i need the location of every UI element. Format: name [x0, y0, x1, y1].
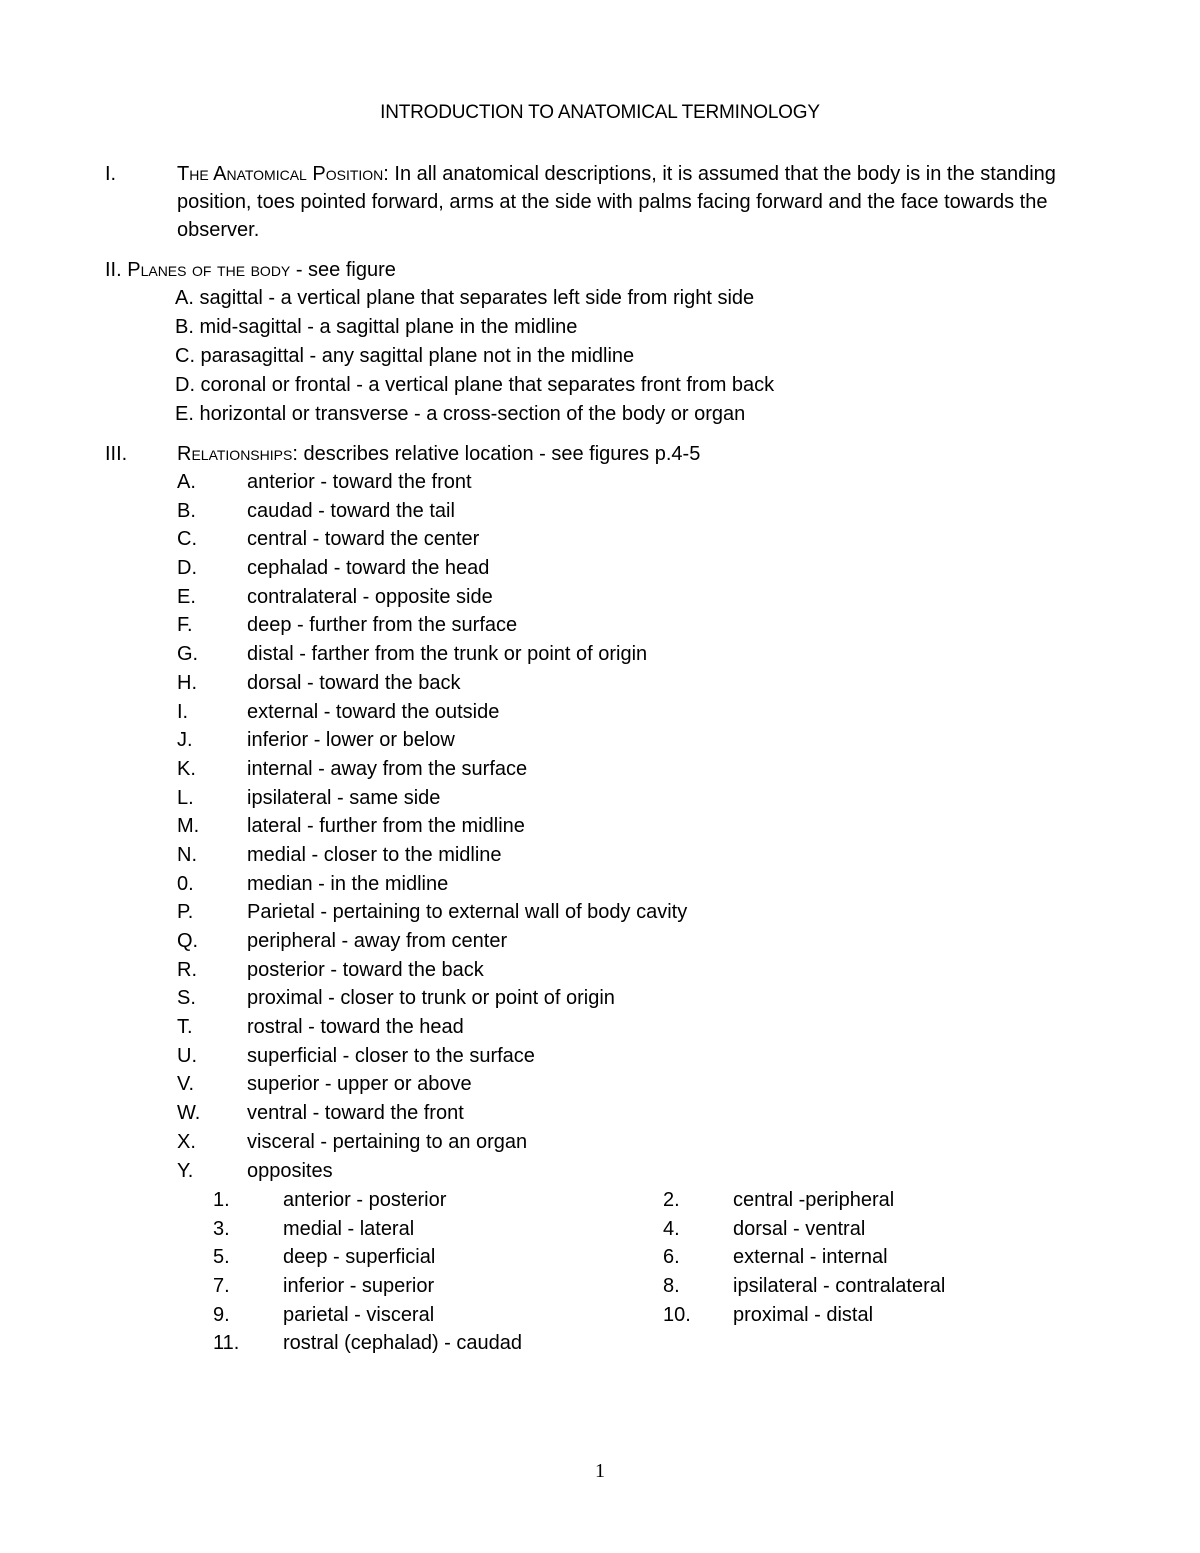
opposite-pair: rostral (cephalad) - caudad [283, 1332, 523, 1355]
list-item-text: visceral - pertaining to an organ [247, 1130, 528, 1153]
section-number: III. [105, 443, 128, 465]
list-item-text: opposites [247, 1159, 333, 1182]
opposite-pair: deep - superficial [283, 1246, 436, 1269]
section-heading-row [105, 440, 1065, 468]
list-item-text: superficial - closer to the surface [247, 1044, 535, 1067]
list-item-text: Parietal - pertaining to external wall of body cavity [247, 901, 688, 924]
list-item [105, 755, 1065, 784]
list-item-text: dorsal - toward the back [247, 671, 461, 694]
list-item [105, 984, 1065, 1013]
list-item-text: deep - further from the surface [247, 614, 518, 637]
list-item [105, 497, 1065, 526]
section-relationships [105, 440, 1065, 1185]
list-item [105, 669, 1065, 698]
list-item [105, 554, 1065, 583]
opposite-pair: central -peripheral [733, 1189, 895, 1211]
list-item [105, 1042, 1065, 1071]
list-item-text: medial - closer to the midline [247, 843, 502, 866]
list-item [105, 583, 1065, 612]
opposite-pair: inferior - superior [283, 1275, 435, 1298]
list-item-letter: N. [177, 843, 197, 866]
list-item-text: internal - away from the surface [247, 757, 528, 780]
list-item [105, 698, 1065, 727]
opposites-row [105, 1215, 1065, 1244]
list-item-text: proximal - closer to trunk or point of origin [247, 987, 615, 1010]
section-anatomical-position [105, 160, 1065, 244]
list-item-text: lateral - further from the midline [247, 815, 525, 838]
opposite-number: 2. [663, 1189, 680, 1211]
opposite-pair: proximal - distal [733, 1303, 874, 1326]
list-item-letter: Q. [177, 930, 199, 952]
list-item-letter: Y. [177, 1159, 194, 1182]
list-item [105, 898, 1065, 927]
section-heading-suffix: - see figure [290, 259, 396, 281]
opposite-number: 3. [213, 1217, 230, 1240]
opposites-row [105, 1272, 1065, 1301]
list-item-letter: A. [177, 471, 196, 493]
list-item-letter: B. [177, 499, 196, 522]
list-item: E. horizontal or transverse - a cross-section of the body or organ [175, 403, 746, 425]
opposite-pair: ipsilateral - contralateral [733, 1275, 946, 1298]
list-item-letter: I. [177, 700, 189, 723]
list-item [105, 927, 1065, 956]
list-item-text: ventral - toward the front [247, 1102, 464, 1125]
list-item [105, 841, 1065, 870]
section-heading: Planes of the body [127, 259, 291, 281]
section-heading: The Anatomical Position: [177, 163, 389, 185]
list-item: D. coronal or frontal - a vertical plane that separates front from back [175, 374, 775, 396]
list-item [105, 956, 1065, 985]
section-heading-row [105, 256, 1065, 284]
list-item [105, 468, 1065, 497]
section-number: I. [105, 163, 117, 185]
list-item-text: median - in the midline [247, 872, 449, 895]
list-item-text: caudad - toward the tail [247, 499, 455, 522]
opposite-number: 11. [213, 1332, 240, 1355]
opposite-number: 8. [663, 1275, 680, 1298]
list-item-letter: D. [177, 557, 197, 580]
list-item-letter: F. [177, 614, 193, 637]
opposites-row [105, 1301, 1065, 1330]
opposites-row [105, 1329, 1065, 1358]
page-number: 1 [595, 1460, 605, 1482]
list-item-text: inferior - lower or below [247, 729, 455, 752]
list-item [105, 784, 1065, 813]
list-item: C. parasagittal - any sagittal plane not in the midline [175, 345, 635, 367]
list-item [105, 1128, 1065, 1157]
list-item [105, 611, 1065, 640]
opposite-pair: external - internal [733, 1246, 888, 1269]
list-item [105, 525, 1065, 554]
opposite-number: 4. [663, 1217, 680, 1240]
section-planes [105, 256, 1065, 429]
list-item-letter: E. [177, 585, 196, 608]
list-item-text: contralateral - opposite side [247, 585, 493, 608]
opposite-pair: anterior - posterior [283, 1189, 447, 1211]
list-item-letter: S. [177, 987, 196, 1010]
opposite-number: 1. [213, 1189, 230, 1211]
list-item [105, 1099, 1065, 1128]
list-item-text: ipsilateral - same side [247, 786, 441, 809]
opposite-number: 7. [213, 1275, 230, 1298]
list-item-text: central - toward the center [247, 528, 480, 551]
list-item-letter: R. [177, 958, 197, 981]
list-item [105, 640, 1065, 669]
list-item-letter: P. [177, 901, 194, 924]
page-title: INTRODUCTION TO ANATOMICAL TERMINOLOGY [380, 102, 820, 123]
list-item-text: cephalad - toward the head [247, 557, 490, 580]
opposite-number: 9. [213, 1303, 230, 1326]
list-item [105, 870, 1065, 899]
list-item-text: rostral - toward the head [247, 1016, 464, 1039]
list-item-letter: C. [177, 528, 197, 551]
opposite-number: 5. [213, 1246, 230, 1269]
list-item-letter: U. [177, 1044, 197, 1067]
opposite-pair: medial - lateral [283, 1217, 415, 1240]
list-item-letter: H. [177, 671, 197, 694]
list-item-letter: 0. [177, 872, 194, 895]
section-heading: Relationships: [177, 443, 298, 465]
opposites-row [105, 1243, 1065, 1272]
list-item [105, 812, 1065, 841]
list-item-text: distal - farther from the trunk or point of origin [247, 643, 648, 666]
opposite-number: 10. [663, 1303, 691, 1326]
list-item: B. mid-sagittal - a sagittal plane in the midline [175, 316, 578, 338]
opposite-pair: dorsal - ventral [733, 1217, 866, 1240]
list-item-text: peripheral - away from center [247, 930, 508, 952]
list-item-letter: J. [177, 729, 193, 752]
opposite-number: 6. [663, 1246, 680, 1269]
opposite-pair: parietal - visceral [283, 1303, 435, 1326]
list-item [105, 1013, 1065, 1042]
section-text: describes relative location - see figures p.4-5 [297, 443, 701, 465]
list-item [105, 1157, 1065, 1186]
list-item-text: posterior - toward the back [247, 958, 484, 981]
list-item: A. sagittal - a vertical plane that separates left side from right side [175, 287, 755, 309]
opposites-list [105, 1186, 1065, 1358]
list-item-text: external - toward the outside [247, 700, 500, 723]
list-item-letter: T. [177, 1016, 193, 1039]
list-item [105, 726, 1065, 755]
list-item-letter: X. [177, 1130, 196, 1153]
list-item-letter: V. [177, 1073, 195, 1096]
list-item-letter: W. [177, 1102, 201, 1125]
section-body [177, 160, 1065, 244]
section-text: In all anatomical descriptions, it is assumed that the body is in the standing position, toes pointed forward, arms at the side with palms facing forward and the face towards the observer. [177, 163, 1056, 241]
list-item-text: anterior - toward the front [247, 471, 472, 493]
list-item-letter: M. [177, 815, 200, 838]
opposites-row [105, 1186, 1065, 1215]
section-number: II. [105, 259, 122, 281]
list-item-text: superior - upper or above [247, 1073, 472, 1096]
list-item-letter: K. [177, 757, 196, 780]
list-item-letter: G. [177, 643, 199, 666]
list-item-letter: L. [177, 786, 194, 809]
list-item [105, 1070, 1065, 1099]
relationship-list [105, 468, 1065, 1185]
